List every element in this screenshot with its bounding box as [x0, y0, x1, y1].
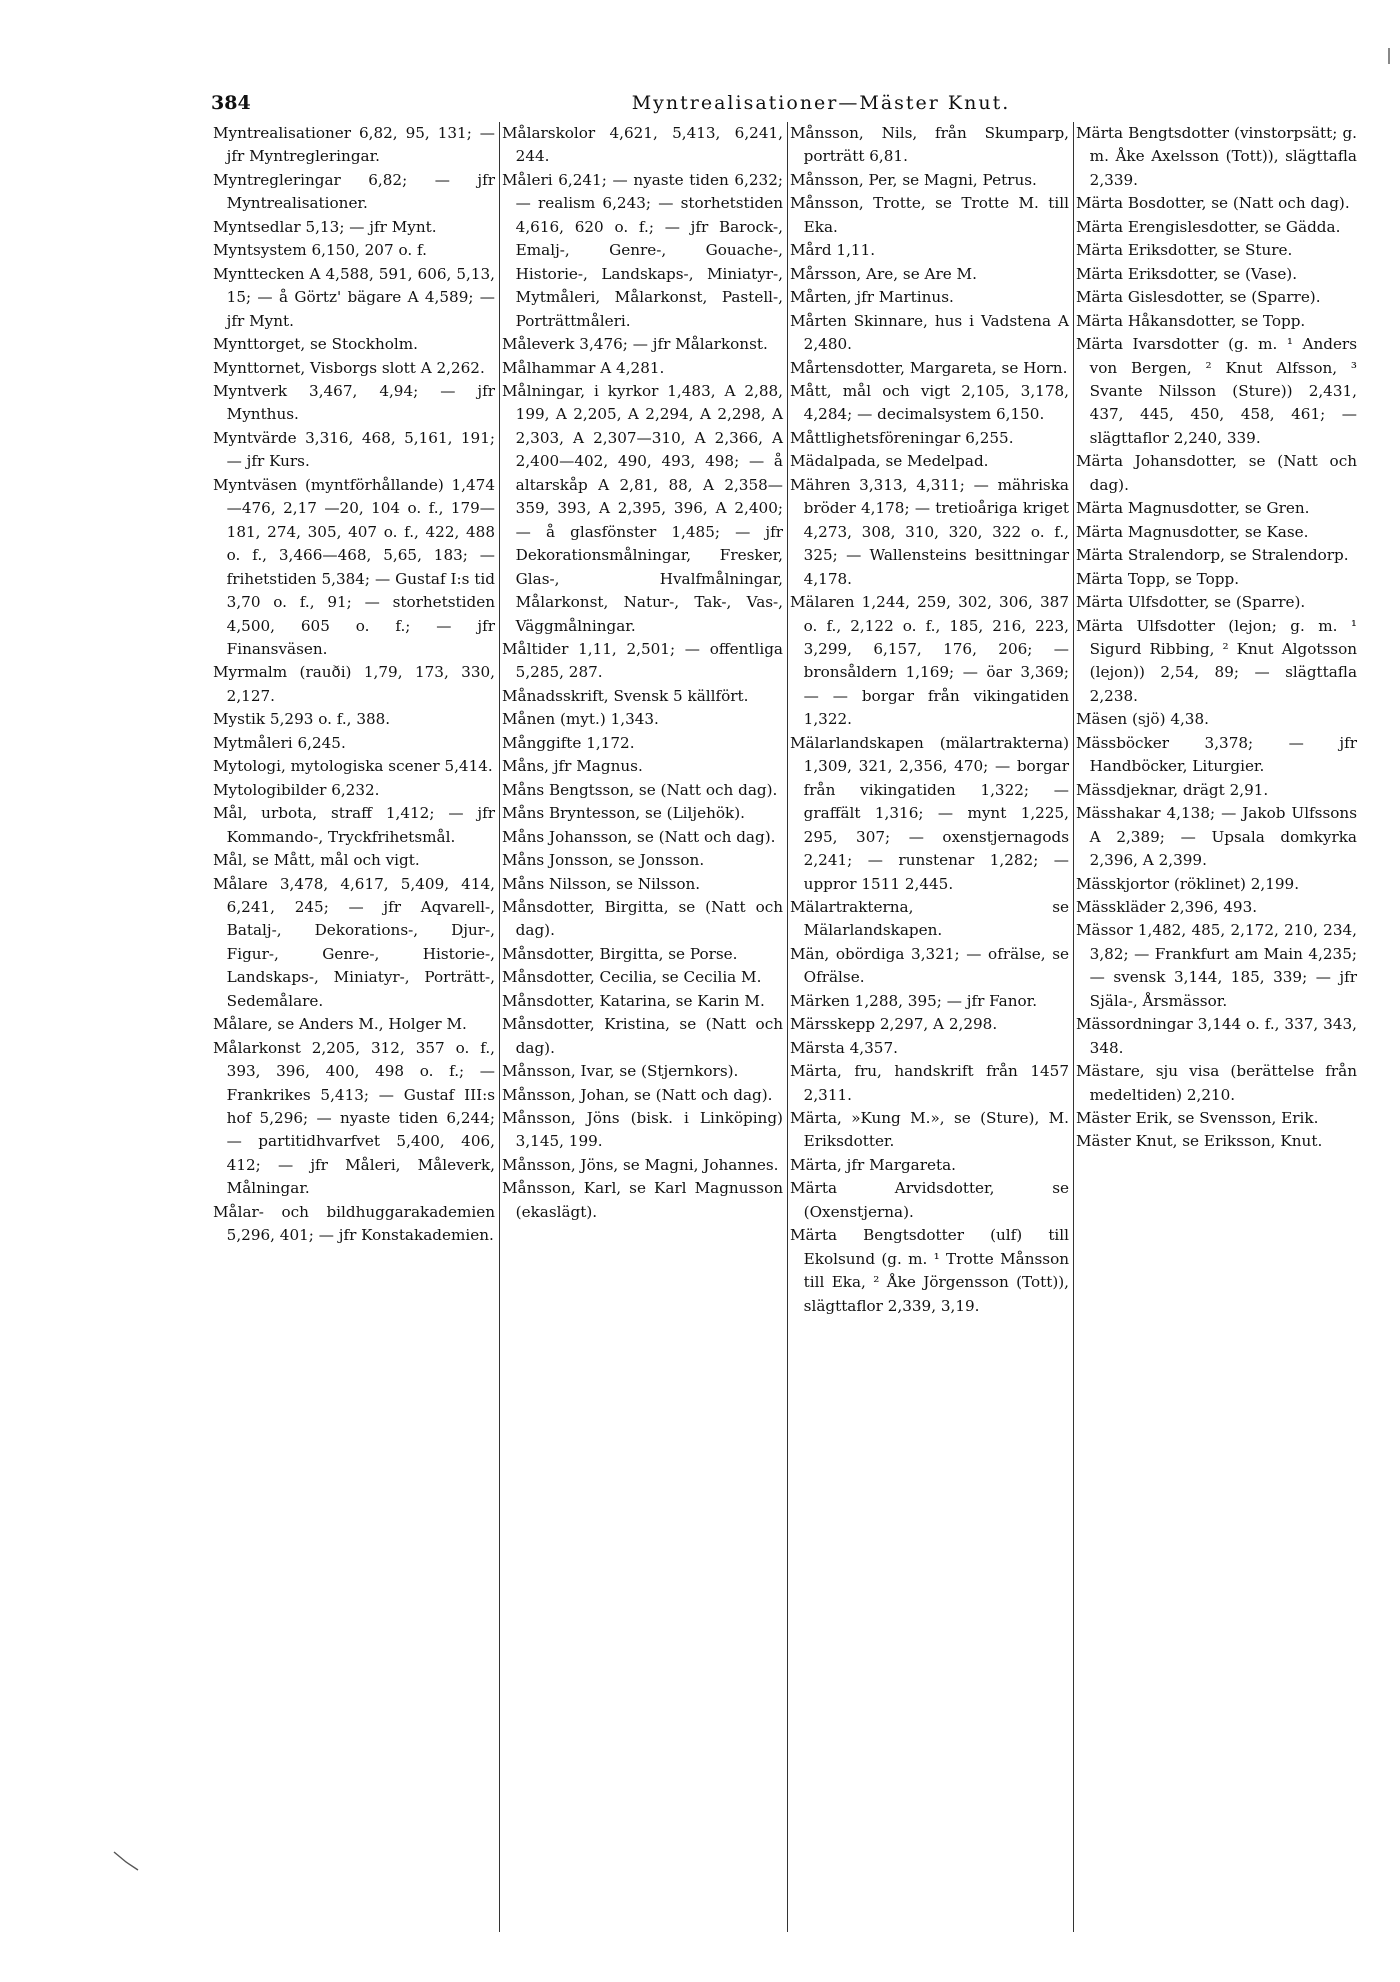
index-columns	[211, 122, 1361, 1932]
index-entry: Mål, urbota, straff 1,412; — jfr Kommando-, Tryckfrihetsmål.	[213, 804, 495, 846]
index-entry: Myntverk 3,467, 4,94; — jfr Mynthus.	[213, 381, 495, 424]
index-entry: Mäsen (sjö) 4,38.	[1076, 710, 1209, 729]
index-entry: Mynttornet, Visborgs slott A 2,262.	[213, 358, 485, 377]
index-entry: Månsdotter, Birgitta, se Porse.	[502, 944, 738, 963]
index-entry: Märta Magnusdotter, se Kase.	[1076, 522, 1309, 541]
index-entry: Märta Stralendorp, se Stralendorp.	[1076, 546, 1349, 565]
index-entry: Märta Eriksdotter, se Sture.	[1076, 241, 1293, 260]
index-column-3	[787, 122, 1073, 1932]
index-entry: Märta Bosdotter, se (Natt och dag).	[1076, 194, 1350, 213]
index-entry: Mässkjortor (röklinet) 2,199.	[1076, 874, 1300, 893]
index-entry: Mässor 1,482, 485, 2,172, 210, 234, 3,82; — Frankfurt am Main 4,235; — svensk 3,144, 185, 339; — jfr Själa-, Årsmässor.	[1076, 921, 1357, 1010]
index-entry: Måns, jfr Magnus.	[502, 757, 643, 776]
index-entry: Mälaren 1,244, 259, 302, 306, 387 o. f., 2,122 o. f., 185, 216, 223, 3,299, 6,157, 176, 206; — bronsåldern 1,169; — öar 3,369; — — borgar från vikingatiden 1,322.	[790, 593, 1069, 729]
index-entry: Mähren 3,313, 4,311; — mähriska bröder 4,178; — tretioåriga kriget 4,273, 308, 310, 320, 322 o. f., 325; — Wallensteins besittningar 4,178.	[790, 475, 1069, 588]
index-entry: Månsdotter, Kristina, se (Natt och dag).	[502, 1015, 783, 1057]
index-entry: Märta, fru, handskrift från 1457 2,311.	[790, 1062, 1069, 1104]
running-head: Myntrealisationer—Mäster Knut.	[631, 92, 1011, 114]
index-entry: Måns Jonsson, se Jonsson.	[502, 851, 705, 870]
index-entry: Myntvärde 3,316, 468, 5,161, 191; — jfr Kurs.	[213, 428, 495, 471]
index-column-4	[1073, 122, 1361, 1932]
index-entry: Månsson, Karl, se Karl Magnusson (ekaslägt).	[502, 1179, 783, 1221]
index-entry: Mälarlandskapen (mälartrakterna) 1,309, 321, 2,356, 470; — borgar från vikingatiden 1,322; — graffält 1,316; — mynt 1,225, 295, 307; — oxenstjernagods 2,241; — runstenar 1,282; — uppror 1511 2,445.	[790, 733, 1069, 893]
index-entry: Mål, se Mått, mål och vigt.	[213, 851, 420, 870]
index-entry: Mässhakar 4,138; — Jakob Ulfssons A 2,389; — Upsala domkyrka 2,396, A 2,399.	[1076, 804, 1357, 870]
index-entry: Märta Magnusdotter, se Gren.	[1076, 499, 1310, 518]
index-entry: Målare, se Anders M., Holger M.	[213, 1015, 467, 1034]
index-entry: Mårtensdotter, Margareta, se Horn.	[790, 358, 1068, 377]
index-entry: Märta, jfr Margareta.	[790, 1155, 956, 1174]
page-header	[211, 90, 1361, 120]
index-entry: Mäster Erik, se Svensson, Erik.	[1076, 1109, 1319, 1128]
index-entry: Mått, mål och vigt 2,105, 3,178, 4,284; — decimalsystem 6,150.	[790, 381, 1069, 424]
pen-stroke-mark	[112, 1850, 142, 1872]
index-entry: Måns Bryntesson, se (Liljehök).	[502, 804, 745, 823]
index-entry: Målar- och bildhuggarakademien 5,296, 401; — jfr Konstakademien.	[213, 1202, 495, 1245]
index-entry: Månsson, Nils, från Skumparp, porträtt 6,81.	[790, 124, 1069, 166]
index-entry: Män, obördiga 3,321; — ofrälse, se Ofrälse.	[790, 944, 1069, 987]
index-entry: Märta Gislesdotter, se (Sparre).	[1076, 288, 1321, 307]
index-entry: Märta Bengtsdotter (vinstorpsätt; g. m. Åke Axelsson (Tott)), slägttafla 2,339.	[1076, 124, 1357, 189]
index-entry: Månsson, Johan, se (Natt och dag).	[502, 1085, 773, 1104]
index-column-1	[211, 122, 499, 1932]
index-entry: Mästare, sju visa (berättelse från medeltiden) 2,210.	[1076, 1062, 1357, 1104]
index-entry: Mädalpada, se Medelpad.	[790, 452, 989, 471]
index-entry: Månggifte 1,172.	[502, 733, 635, 752]
index-entry: Mårsson, Are, se Are M.	[790, 264, 977, 283]
index-entry: Måleri 6,241; — nyaste tiden 6,232; — realism 6,243; — storhetstiden 4,616, 620 o. f.; — jfr Barock-, Emalj-, Genre-, Gouache-, Historie-, Landskaps-, Miniatyr-, Mytmåleri, Målarkonst, Pastell-, Porträttmåleri.	[502, 170, 783, 330]
index-entry: Målhammar A 4,281.	[502, 358, 665, 377]
index-entry: Mässböcker 3,378; — jfr Handböcker, Liturgier.	[1076, 733, 1357, 776]
index-entry: Märta Ivarsdotter (g. m. ¹ Anders von Bergen, ² Knut Alfsson, ³ Svante Nilsson (Sture)) 2,431, 437, 445, 450, 458, 461; — slägttaflor 2,240, 339.	[1076, 335, 1357, 447]
index-entry: Måleverk 3,476; — jfr Målarkonst.	[502, 335, 768, 354]
index-entry: Målarkonst 2,205, 312, 357 o. f., 393, 396, 400, 498 o. f.; — Frankrikes 5,413; — Gustaf III:s hof 5,296; — nyaste tiden 6,244; — partitidhvarfvet 5,400, 406, 412; — jfr Måleri, Måleverk, Målningar.	[213, 1038, 495, 1198]
index-entry: Märta Håkansdotter, se Topp.	[1076, 311, 1306, 330]
index-entry: Märta Johansdotter, se (Natt och dag).	[1076, 452, 1357, 494]
index-entry: Månadsskrift, Svensk 5 källfört.	[502, 686, 749, 705]
index-entry: Månsson, Jöns, se Magni, Johannes.	[502, 1155, 779, 1174]
index-entry: Månsson, Trotte, se Trotte M. till Eka.	[790, 194, 1069, 236]
index-entry: Målningar, i kyrkor 1,483, A 2,88, 199, A 2,205, A 2,294, A 2,298, A 2,303, A 2,307—310, A 2,366, A 2,400—402, 490, 493, 498; — å altarskåp A 2,81, 88, A 2,358—359, 393, A 2,395, 396, A 2,400; — å glasfönster 1,485; — jfr Dekorationsmålningar, Fresker, Glas-, Hvalfmålningar, Målarkonst, Natur-, Tak-, Vas-, Väggmålningar.	[502, 381, 783, 635]
index-entry: Märta Bengtsdotter (ulf) till Ekolsund (g. m. ¹ Trotte Månsson till Eka, ² Åke Jörgensson (Tott)), slägttaflor 2,339, 3,19.	[790, 1226, 1069, 1315]
index-entry: Myrmalm (rauði) 1,79, 173, 330, 2,127.	[213, 663, 495, 705]
index-entry: Mässordningar 3,144 o. f., 337, 343, 348.	[1076, 1015, 1357, 1057]
index-entry: Märta Ulfsdotter, se (Sparre).	[1076, 593, 1306, 612]
index-entry: Mäster Knut, se Eriksson, Knut.	[1076, 1132, 1323, 1151]
index-entry: Märta Eriksdotter, se (Vase).	[1076, 264, 1298, 283]
index-entry: Månsdotter, Katarina, se Karin M.	[502, 991, 765, 1010]
index-entry: Märta Ulfsdotter (lejon; g. m. ¹ Sigurd Ribbing, ² Knut Algotsson (lejon)) 2,54, 89; — slägttafla 2,238.	[1076, 616, 1357, 705]
index-entry: Månsdotter, Birgitta, se (Natt och dag).	[502, 897, 783, 940]
index-entry: Mynttorget, se Stockholm.	[213, 335, 418, 354]
index-entry: Märta Topp, se Topp.	[1076, 569, 1240, 588]
page-edge-mark	[1388, 48, 1390, 64]
index-entry: Märta Erengislesdotter, se Gädda.	[1076, 217, 1341, 236]
index-entry: Måltider 1,11, 2,501; — offentliga 5,285, 287.	[502, 639, 783, 682]
index-entry: Mynttecken A 4,588, 591, 606, 5,13, 15; — å Görtz' bägare A 4,589; — jfr Mynt.	[213, 264, 495, 330]
index-entry: Mårten, jfr Martinus.	[790, 288, 954, 307]
index-entry: Myntväsen (myntförhållande) 1,474—476, 2,17 —20, 104 o. f., 179—181, 274, 305, 407 o. f., 422, 488 o. f., 3,466—468, 5,65, 183; — frihetstiden 5,384; — Gustaf I:s tid 3,70 o. f., 91; — storhetstiden 4,500, 605 o. f.; — jfr Finansväsen.	[213, 475, 495, 658]
index-page	[211, 90, 1361, 1970]
index-entry: Mässkläder 2,396, 493.	[1076, 897, 1258, 916]
index-entry: Mässdjeknar, drägt 2,91.	[1076, 780, 1269, 799]
index-entry: Märsskepp 2,297, A 2,298.	[790, 1015, 998, 1034]
index-entry: Myntrealisationer 6,82, 95, 131; — jfr Myntregleringar.	[213, 124, 495, 166]
index-entry: Mystik 5,293 o. f., 388.	[213, 710, 391, 729]
index-entry: Myntregleringar 6,82; — jfr Myntrealisationer.	[213, 170, 495, 213]
index-entry: Märsta 4,357.	[790, 1038, 898, 1057]
index-entry: Mårten Skinnare, hus i Vadstena A 2,480.	[790, 311, 1069, 354]
index-entry: Myntsystem 6,150, 207 o. f.	[213, 241, 427, 260]
index-column-2	[499, 122, 787, 1932]
index-entry: Månsson, Ivar, se (Stjernkors).	[502, 1062, 739, 1081]
index-entry: Märta Arvidsdotter, se (Oxenstjerna).	[790, 1179, 1069, 1221]
index-entry: Märken 1,288, 395; — jfr Fanor.	[790, 991, 1038, 1010]
index-entry: Måns Bengtsson, se (Natt och dag).	[502, 780, 778, 799]
index-entry: Måttlighetsföreningar 6,255.	[790, 428, 1014, 447]
index-entry: Mård 1,11.	[790, 241, 876, 260]
index-entry: Mytmåleri 6,245.	[213, 733, 346, 752]
page-number: 384	[211, 92, 251, 114]
index-entry: Mytologibilder 6,232.	[213, 780, 380, 799]
index-entry: Mälartrakterna, se Mälarlandskapen.	[790, 897, 1069, 940]
index-entry: Månen (myt.) 1,343.	[502, 710, 659, 729]
index-entry: Månsson, Jöns (bisk. i Linköping) 3,145, 199.	[502, 1109, 783, 1151]
index-entry: Månsdotter, Cecilia, se Cecilia M.	[502, 968, 762, 987]
index-entry: Målare 3,478, 4,617, 5,409, 414, 6,241, 245; — jfr Aqvarell-, Batalj-, Dekorations-, Djur-, Figur-, Genre-, Historie-, Landskaps-, Miniatyr-, Porträtt-, Sedemålare.	[213, 874, 495, 1010]
index-entry: Myntsedlar 5,13; — jfr Mynt.	[213, 217, 437, 236]
index-entry: Månsson, Per, se Magni, Petrus.	[790, 170, 1037, 189]
index-entry: Måns Nilsson, se Nilsson.	[502, 874, 701, 893]
index-entry: Märta, »Kung M.», se (Sture), M. Eriksdotter.	[790, 1109, 1069, 1151]
index-entry: Mytologi, mytologiska scener 5,414.	[213, 757, 493, 776]
index-entry: Målarskolor 4,621, 5,413, 6,241, 244.	[502, 124, 783, 166]
index-entry: Måns Johansson, se (Natt och dag).	[502, 827, 776, 846]
